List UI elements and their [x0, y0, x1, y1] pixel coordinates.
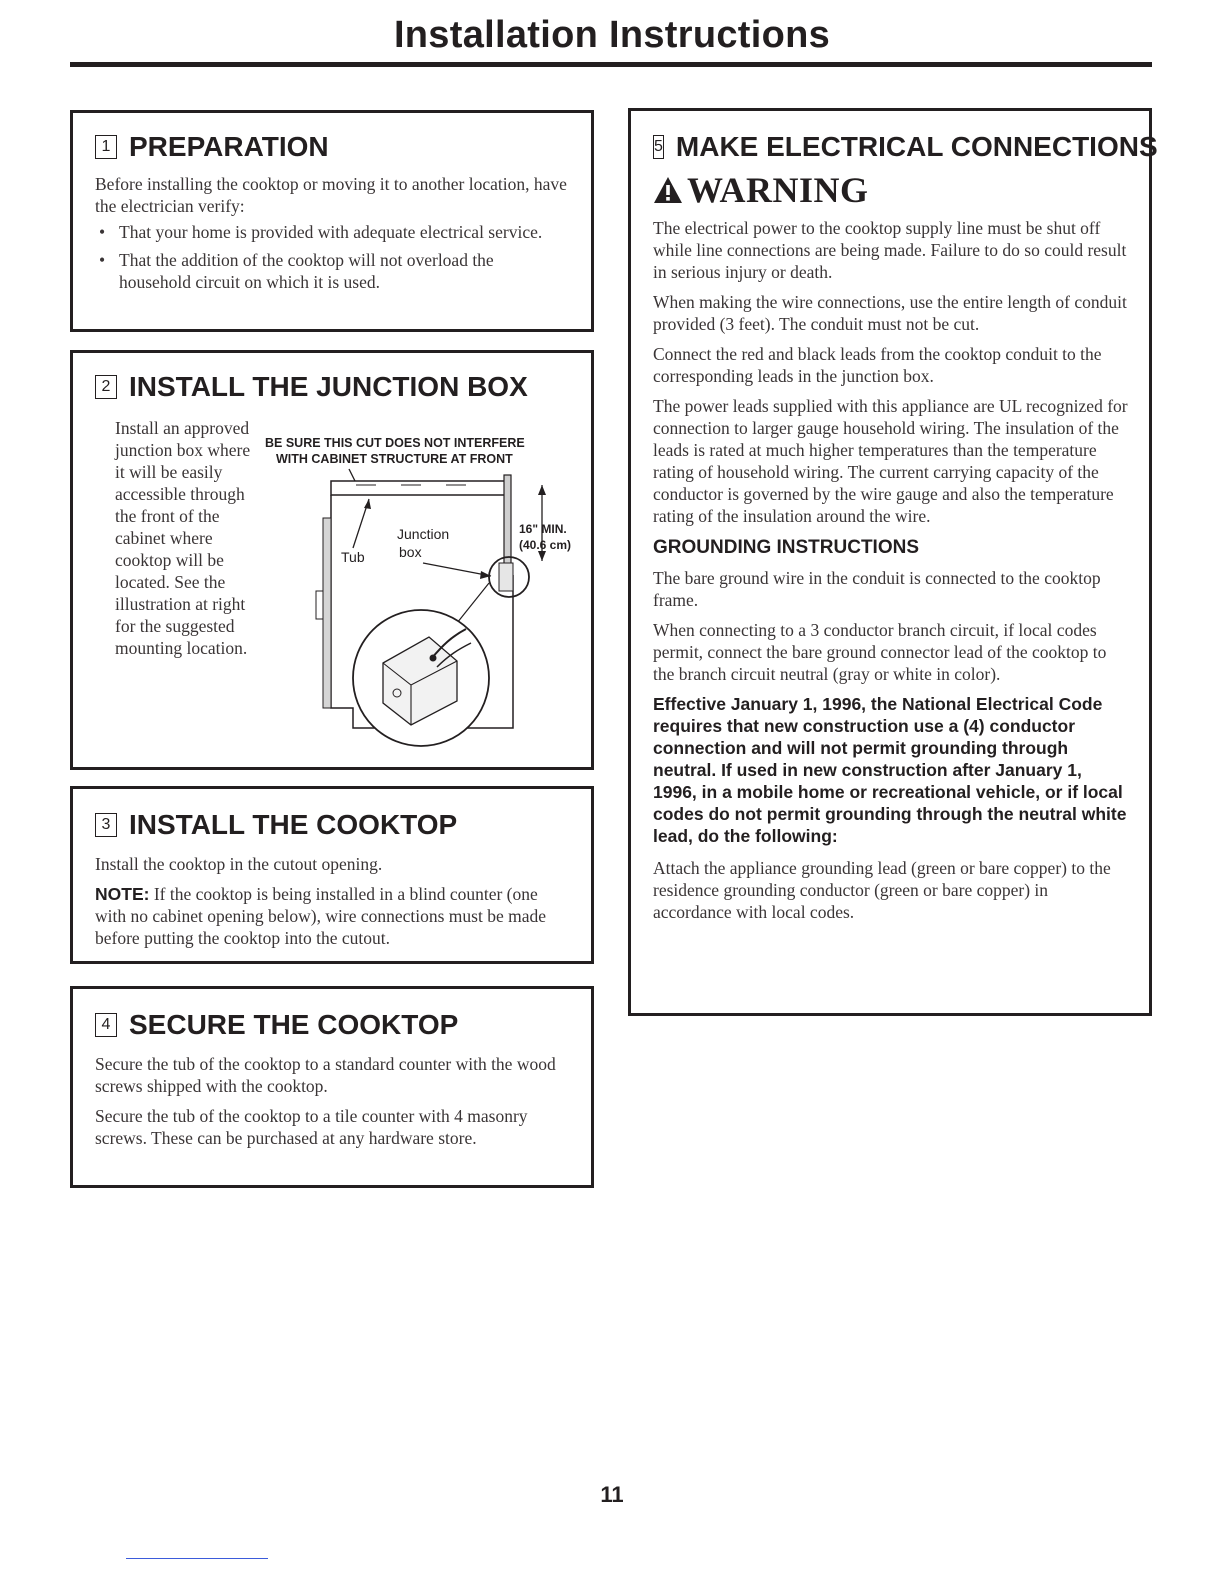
grounding-body	[653, 567, 1129, 685]
cabinet-front	[504, 475, 511, 575]
step-number: 1	[95, 135, 117, 159]
secure-paragraph-1: Secure the tub of the cooktop to a standard counter with the wood screws shipped with the cooktop.	[95, 1054, 556, 1096]
warning-text: The electrical power to the cooktop supply line must be shut off while line connections are being made. Failure to do so could result in serious injury or death.	[653, 218, 1127, 282]
cooktop-title: INSTALL THE COOKTOP	[129, 809, 458, 840]
cooktop-heading	[95, 809, 569, 841]
note-text: If the cooktop is being installed in a blind counter (one with no cabinet opening below), wire connections must be made before putting the cooktop into the cutout.	[95, 884, 546, 948]
secure-paragraph-2: Secure the tub of the cooktop to a tile counter with 4 masonry screws. These can be purchased at any hardware store.	[95, 1106, 528, 1148]
preparation-intro: Before installing the cooktop or moving it to another location, have the electrician verify:	[95, 174, 567, 216]
junction-label: Junction	[397, 526, 450, 542]
grounding-paragraph-2: When connecting to a 3 conductor branch circuit, if local codes permit, connect the bare ground connector lead of the cooktop to the branch circuit neutral (gray or white in color).	[653, 620, 1107, 684]
warning-label: WARNING	[687, 170, 869, 210]
power-leads-text: The power leads supplied with this appliance are UL recognized for connection to larger gauge household wiring. The insulation of the leads is rated at much higher temperatures than the temperature rating of household wiring. The current carrying capacity of the conductor is governed by the wire gauge and also the temperature rating of the insulation around the wire.	[653, 396, 1128, 526]
preparation-section	[70, 110, 594, 332]
preparation-list	[95, 221, 569, 293]
install-cooktop-section	[70, 786, 594, 964]
preparation-heading	[95, 131, 569, 163]
conduit-text: When making the wire connections, use the entire length of conduit provided (3 feet). The conduit must not be cut.	[653, 292, 1127, 334]
step-number: 3	[95, 813, 117, 837]
grounding-title: GROUNDING INSTRUCTIONS	[653, 537, 919, 558]
note-label: NOTE:	[95, 884, 150, 904]
list-item: • That your home is provided with adequate electrical service.	[95, 221, 569, 243]
dimension-min-label: 16" MIN.	[519, 522, 567, 536]
step-number: 2	[95, 375, 117, 399]
secure-title: SECURE THE COOKTOP	[129, 1009, 459, 1040]
countertop	[331, 481, 506, 495]
footer-line	[126, 1558, 268, 1559]
secure-cooktop-section	[70, 986, 594, 1188]
grounding-final	[653, 857, 1129, 923]
box-label: box	[399, 544, 422, 560]
cooktop-body	[95, 853, 569, 949]
electrical-title: MAKE ELECTRICAL CONNECTIONS	[675, 131, 1158, 162]
junction-text: Install an approved junction box where it will be easily accessible through the front of the cabinet where cooktop will be located. See the illustration at right for the suggested mounting location.	[115, 418, 251, 658]
tub-label: Tub	[341, 549, 365, 565]
list-item: • That the addition of the cooktop will not overload the household circuit on which it is used.	[95, 249, 569, 293]
page-number: 11	[600, 1482, 624, 1507]
dimension-cm-label: (40.6 cm)	[519, 538, 572, 552]
diagram-caption-line-1: BE SURE THIS CUT DOES NOT INTERFERE	[265, 436, 525, 450]
preparation-title: PREPARATION	[129, 131, 329, 162]
code-requirement-text: Effective January 1, 1996, the National Electrical Code requires that new construction use a (4) conductor connection and will not permit grounding through neutral. If used in new construction after January 1, 1996, in a mobile home or recreational vehicle, or if local codes do not permit grounding through the neutral white lead, do the following:	[653, 694, 1127, 846]
secure-body	[95, 1053, 569, 1149]
page-title: Installation Instructions	[393, 14, 831, 56]
grounding-paragraph-1: The bare ground wire in the conduit is connected to the cooktop frame.	[653, 568, 1101, 610]
preparation-body	[95, 173, 569, 293]
step-number: 5	[653, 135, 664, 159]
secure-heading	[95, 1009, 569, 1041]
electrical-heading	[653, 131, 1158, 163]
junction-box-section	[70, 350, 594, 770]
step-number: 4	[95, 1013, 117, 1037]
cooktop-text: Install the cooktop in the cutout opening.	[95, 854, 383, 874]
electrical-body	[653, 217, 1129, 527]
warning-heading	[653, 169, 1129, 211]
diagram-caption-line-2: WITH CABINET STRUCTURE AT FRONT	[276, 452, 513, 466]
leads-text: Connect the red and black leads from the cooktop conduit to the corresponding leads in the junction box.	[653, 344, 1102, 386]
electrical-section	[628, 108, 1158, 1016]
junction-heading	[95, 371, 569, 403]
junction-box-diagram	[261, 423, 581, 773]
warning-triangle-icon	[653, 176, 683, 204]
grounding-final-text: Attach the appliance grounding lead (green or bare copper) to the residence grounding conductor (green or bare copper) in accordance with local codes.	[653, 858, 1111, 922]
title-rule	[70, 62, 1152, 67]
cabinet-wall	[323, 518, 331, 708]
cooktop-note	[95, 883, 569, 949]
junction-title: INSTALL THE JUNCTION BOX	[129, 371, 528, 402]
